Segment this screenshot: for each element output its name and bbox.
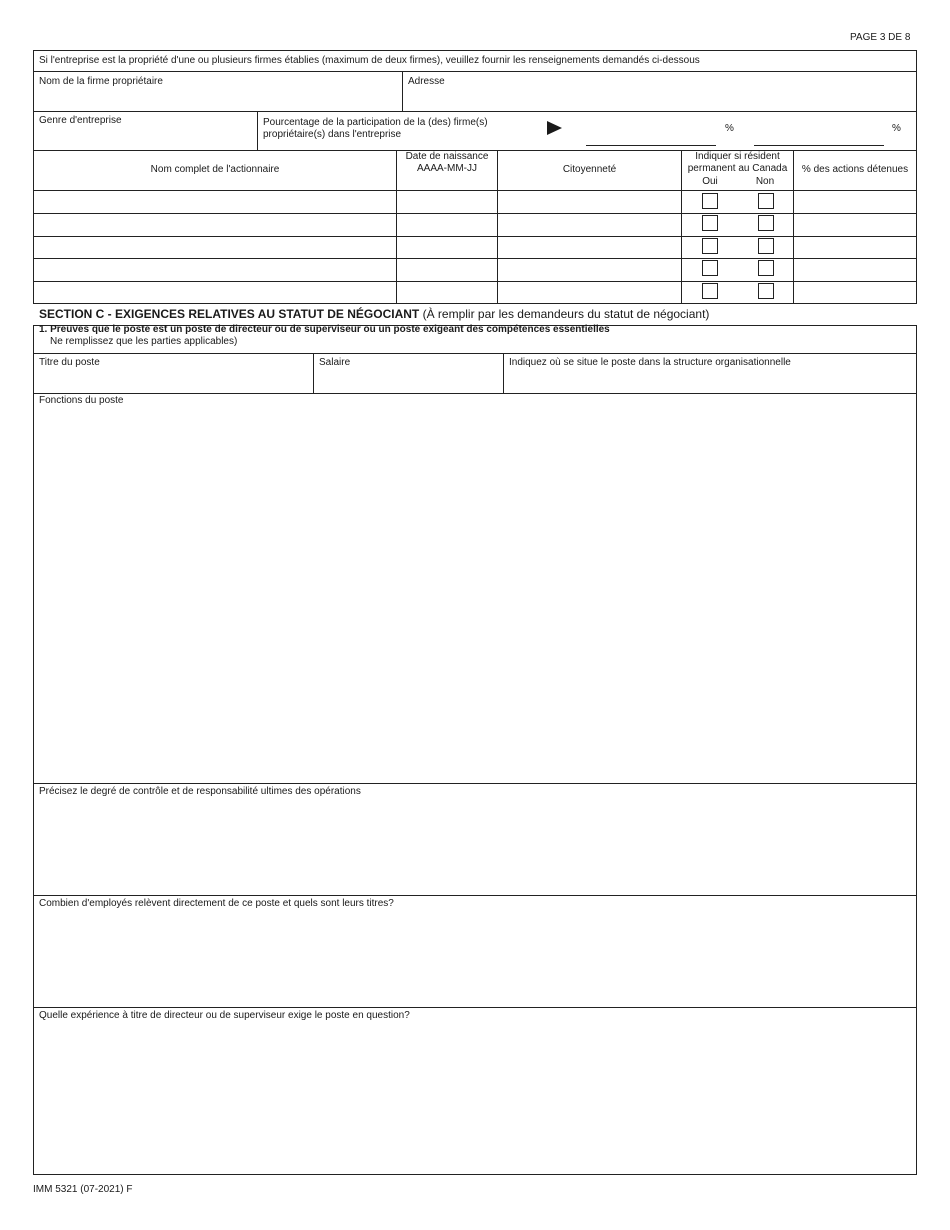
form-id: IMM 5321 (07-2021) F [33, 1184, 133, 1195]
shareholder-dob-input[interactable] [397, 237, 497, 257]
job-title-label: Titre du poste [39, 357, 100, 368]
percentage-underline-1 [586, 145, 716, 146]
org-position-label: Indiquez où se situe le poste dans la structure organisationnelle [509, 357, 791, 368]
firm-name-label: Nom de la firme propriétaire [39, 76, 163, 87]
shareholder-citizenship-input[interactable] [498, 214, 681, 235]
resident-no-checkbox[interactable] [758, 193, 774, 209]
col-header-no: Non [755, 176, 775, 187]
salary-label: Salaire [319, 357, 351, 368]
shareholder-name-input[interactable] [34, 259, 396, 280]
resident-yes-checkbox[interactable] [702, 260, 718, 276]
col-header-yes: Oui [702, 176, 718, 187]
col-header-shares: % des actions détenues [801, 164, 909, 175]
shareholder-name-input[interactable] [34, 214, 396, 235]
item1-bold: 1. Preuves que le poste est un poste de directeur ou de superviseur ou un poste exigeant des compétences essentielles [39, 324, 610, 335]
control-label: Précisez le degré de contrôle et de responsabilité ultimes des opérations [39, 786, 361, 797]
shareholder-name-input[interactable] [34, 237, 396, 257]
col-header-name: Nom complet de l'actionnaire [150, 164, 280, 175]
section-c-title [39, 307, 709, 321]
shareholder-citizenship-input[interactable] [498, 282, 681, 303]
item1-heading [39, 324, 610, 348]
resident-no-checkbox[interactable] [758, 260, 774, 276]
shareholder-name-input[interactable] [34, 191, 396, 212]
ownership-intro: Si l'entreprise est la propriété d'une ou plusieurs firmes établies (maximum de deux firmes), veuillez fournir les renseignements demandés ci-dessous [39, 55, 700, 66]
resident-no-checkbox[interactable] [758, 215, 774, 231]
control-field[interactable] [34, 784, 916, 894]
percentage-field-2[interactable] [754, 118, 884, 145]
percent-sign-2: % [892, 123, 901, 134]
shareholder-dob-input[interactable] [397, 282, 497, 303]
duties-field[interactable] [34, 394, 916, 782]
section-c-title-bold: SECTION C - EXIGENCES RELATIVES AU STATUT DE NÉGOCIANT [39, 307, 420, 321]
resident-yes-checkbox[interactable] [702, 283, 718, 299]
percent-sign-1: % [725, 123, 734, 134]
experience-field[interactable] [34, 1008, 916, 1174]
resident-no-checkbox[interactable] [758, 283, 774, 299]
percentage-field-1[interactable] [586, 118, 716, 145]
resident-no-checkbox[interactable] [758, 238, 774, 254]
address-label: Adresse [408, 76, 445, 87]
shareholder-shares-input[interactable] [794, 237, 916, 257]
resident-yes-checkbox[interactable] [702, 193, 718, 209]
experience-label: Quelle expérience à titre de directeur ou de superviseur exige le poste en question? [39, 1010, 410, 1021]
col-header-resident: Indiquer si résident permanent au Canada [687, 151, 788, 174]
address-field[interactable] [403, 72, 916, 110]
right-triangle-icon [547, 121, 563, 135]
col-header-dob: Date de naissance AAAA-MM-JJ [405, 151, 489, 174]
percentage-underline-2 [754, 145, 884, 146]
shareholder-name-input[interactable] [34, 282, 396, 303]
percentage-label: Pourcentage de la participation de la (des) firme(s) propriétaire(s) dans l'entreprise [263, 117, 488, 140]
shareholder-dob-input[interactable] [397, 191, 497, 212]
section-c-title-normal: (À remplir par les demandeurs du statut de négociant) [419, 307, 710, 321]
resident-yes-checkbox[interactable] [702, 238, 718, 254]
shareholder-dob-input[interactable] [397, 259, 497, 280]
col-header-citizenship: Citoyenneté [562, 164, 617, 175]
shareholder-dob-input[interactable] [397, 214, 497, 235]
item1-normal: Ne remplissez que les parties applicables) [50, 336, 238, 347]
shareholder-shares-input[interactable] [794, 259, 916, 280]
employees-label: Combien d'employés relèvent directement de ce poste et quels sont leurs titres? [39, 898, 394, 909]
shareholder-shares-input[interactable] [794, 191, 916, 212]
shareholder-shares-input[interactable] [794, 214, 916, 235]
business-type-label: Genre d'entreprise [39, 115, 122, 126]
employees-field[interactable] [34, 896, 916, 1006]
shareholder-citizenship-input[interactable] [498, 237, 681, 257]
divider [257, 111, 258, 150]
resident-yes-checkbox[interactable] [702, 215, 718, 231]
shareholder-shares-input[interactable] [794, 282, 916, 303]
shareholder-citizenship-input[interactable] [498, 259, 681, 280]
page-number: PAGE 3 DE 8 [850, 32, 911, 43]
duties-label: Fonctions du poste [39, 395, 124, 406]
shareholder-citizenship-input[interactable] [498, 191, 681, 212]
